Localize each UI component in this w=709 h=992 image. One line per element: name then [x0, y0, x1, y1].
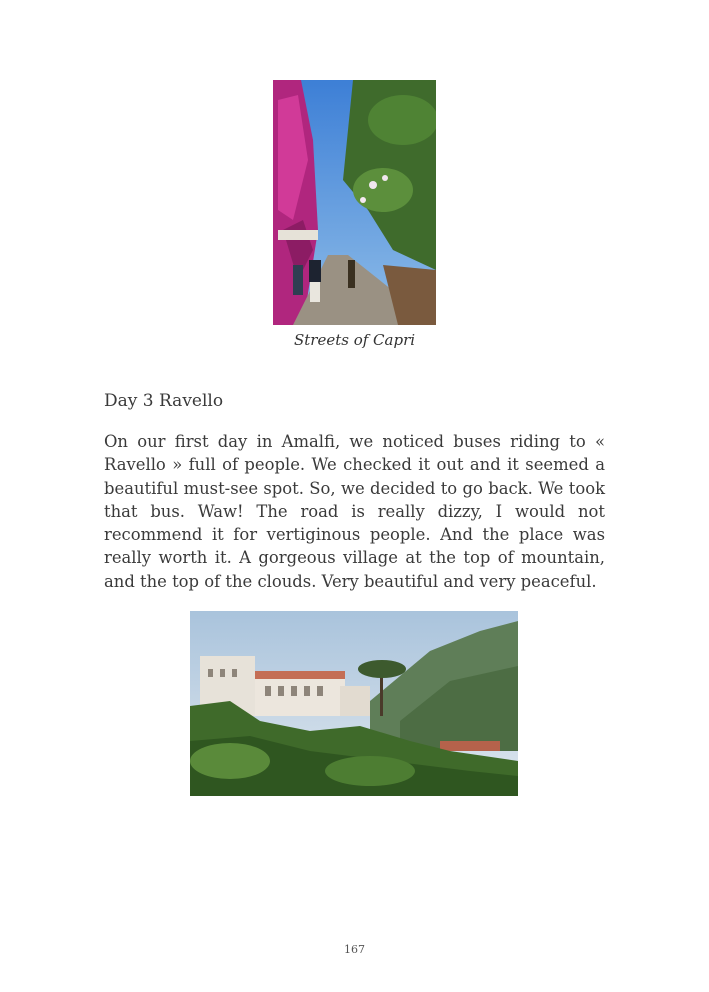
capri-street-photo	[273, 80, 436, 325]
section-heading: Day 3 Ravello	[104, 391, 224, 411]
page-number: 167	[344, 943, 365, 956]
body-paragraph: On our first day in Amalfi, we noticed buses riding to « Ravello » full of people. We checked it out and it seemed a beautiful must-see spot. So, we decided to go back. We took that bus. Waw! The road is really dizzy, I would not recommend it for vertiginous people. And the place was really worth it. A gorgeous village at the top of mountain, and the top of the clouds. Very beautiful and very peaceful.	[104, 432, 605, 591]
ravello-view-photo	[190, 611, 518, 796]
figure-caption: Streets of Capri	[293, 331, 416, 349]
